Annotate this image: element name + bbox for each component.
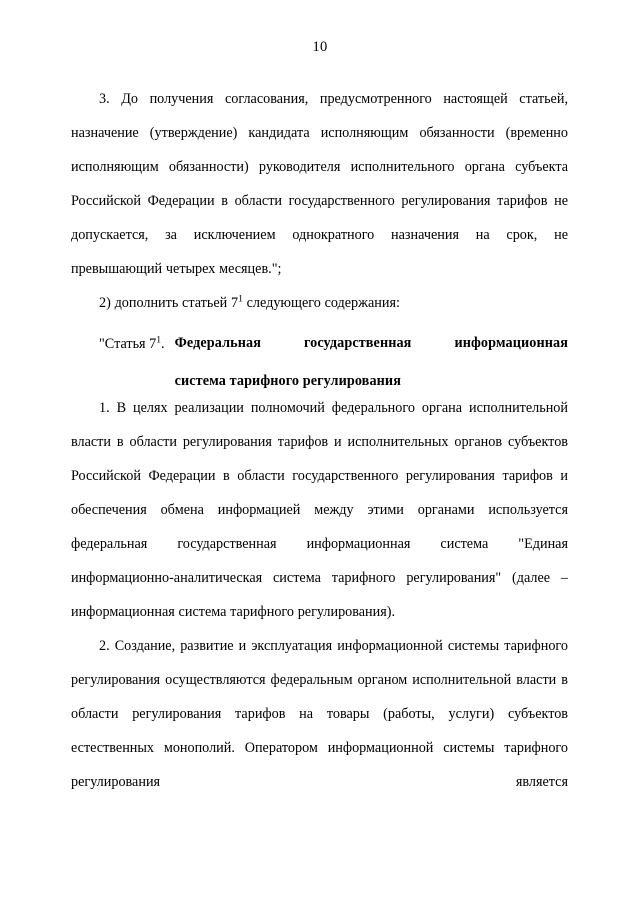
paragraph-item-3: 3. До получения согласования, предусмотренного настоящей статьей, назначение (утверждение) кандидата исполняющим обязанности (временно исполняющим обязанности) руководителя исполнительного органа субъекта Российской Федерации в области государственного регулирования тарифов не допускается, за исключением однократного назначения на срок, не превышающий четырех месяцев."; xyxy=(71,91,568,277)
article-label-text-before-superscript: "Статья 7 xyxy=(99,336,157,352)
heading-spacer xyxy=(71,320,568,327)
page-number: 10 xyxy=(312,39,328,55)
article-heading xyxy=(71,327,568,391)
article-title xyxy=(165,327,568,391)
paragraph-item-1-body: 1. В целях реализации полномочий федерального органа исполнительной власти в области регулирования тарифов и исполнительных органов субъектов Российской Федерации в области государственного регулирования тарифов и обеспечения обмена информацией между этими органами используется федеральная государственная информационная система "Единая информационно-аналитическая система тарифного регулирования" (далее – информационная система тарифного регулирования). xyxy=(71,400,568,620)
article-label-superscript: 1 xyxy=(156,334,162,346)
page-body xyxy=(71,82,568,833)
paragraph-item-2 xyxy=(71,286,568,320)
article-label-text-after-superscript: . xyxy=(161,336,165,352)
paragraph-item-2-text-before-superscript: 2) дополнить статьей 7 xyxy=(99,295,239,311)
article-title-line-1: Федеральная государственная информационная xyxy=(174,335,568,351)
article-label xyxy=(71,327,165,361)
paragraph-item-2-text-after-superscript: следующего содержания: xyxy=(242,295,400,311)
paragraph-item-2-body: 2. Создание, развитие и эксплуатация информационной системы тарифного регулирования осуществляются федеральным органом исполнительной власти в области регулирования тарифов на товары (работы, услуги) субъектов естественных монополий. Оператором информационной системы тарифного регулирования является xyxy=(71,638,568,790)
superscript-marker: 1 xyxy=(238,293,243,305)
article-title-line-2: система тарифного регулирования xyxy=(174,373,401,389)
